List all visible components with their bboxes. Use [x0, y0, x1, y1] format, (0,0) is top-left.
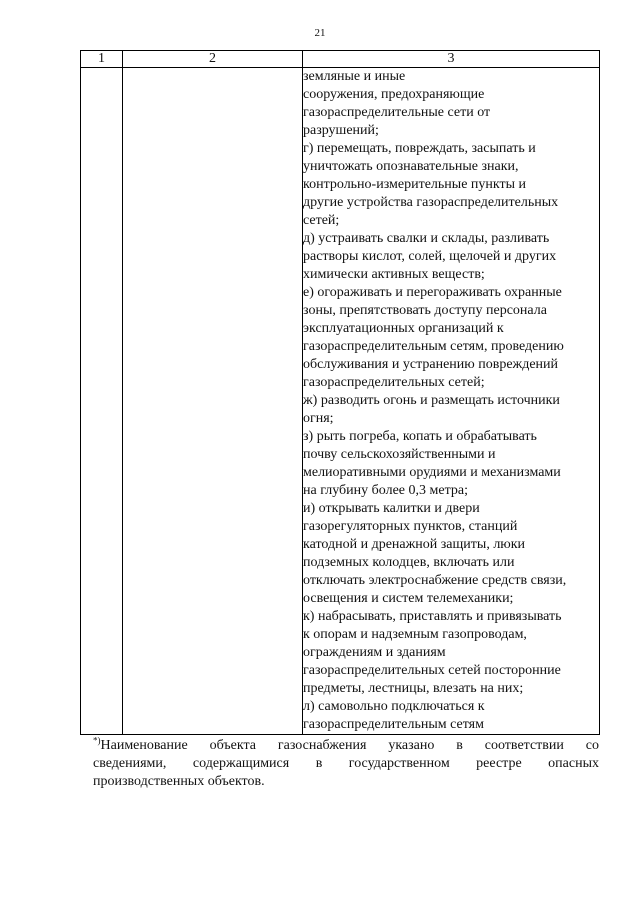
text-line: л) самовольно подключаться к — [303, 699, 485, 714]
text-line: газорегуляторных пунктов, станций — [303, 519, 518, 534]
text-line: зоны, препятствовать доступу персонала — [303, 303, 547, 318]
text-line: отключать электроснабжение средств связи, — [303, 573, 567, 588]
text-line: ограждениям и зданиям — [303, 645, 446, 660]
page-number: 21 — [314, 27, 326, 39]
column-header-3: 3 — [303, 51, 600, 68]
text-line: контрольно-измерительные пункты и — [303, 177, 527, 192]
text-line: газораспределительных сетей; — [303, 375, 485, 390]
footnote-marker: *) — [93, 735, 101, 746]
text-line: химически активных веществ; — [303, 267, 485, 282]
footnote-text: Наименование объекта газоснабжения указано в соответствии со — [100, 738, 599, 753]
text-line: ж) разводить огонь и размещать источники — [303, 393, 560, 408]
text-line: газораспределительные сети от — [303, 105, 491, 120]
text-line: з) рыть погреба, копать и обрабатывать — [303, 429, 537, 444]
column-header-1: 1 — [81, 51, 123, 68]
text-line: катодной и дренажной защиты, люки — [303, 537, 526, 552]
text-line: газораспределительным сетям, проведению — [303, 339, 564, 354]
text-line: к опорам и надземным газопроводам, — [303, 627, 527, 642]
table-row — [81, 68, 600, 735]
text-line: газораспределительных сетей посторонние — [303, 663, 561, 678]
text-line: другие устройства газораспределительных — [303, 195, 559, 210]
text-line: уничтожать опознавательные знаки, — [303, 159, 519, 174]
footnote — [93, 737, 599, 791]
text-line: эксплуатационных организаций к — [303, 321, 504, 336]
table-cell-3 — [303, 68, 600, 735]
footnote-line: сведениями, содержащимися в государственном реестре опасных — [93, 756, 599, 771]
text-line: сооружения, предохраняющие — [303, 87, 485, 102]
text-line: и) открывать калитки и двери — [303, 501, 480, 516]
text-line: сетей; — [303, 213, 340, 228]
text-line: предметы, лестницы, влезать на них; — [303, 681, 524, 696]
regulations-table — [80, 50, 600, 735]
column-header-2: 2 — [123, 51, 303, 68]
table-cell-2 — [123, 68, 303, 735]
text-line: газораспределительным сетям — [303, 717, 484, 732]
text-line: растворы кислот, солей, щелочей и других — [303, 249, 557, 264]
text-line: подземных колодцев, включать или — [303, 555, 515, 570]
text-line: на глубину более 0,3 метра; — [303, 483, 468, 498]
table-cell-1 — [81, 68, 123, 735]
footnote-line: производственных объектов. — [93, 774, 265, 789]
table-header-row — [81, 51, 600, 68]
text-line: освещения и систем телемеханики; — [303, 591, 514, 606]
text-line: обслуживания и устранению повреждений — [303, 357, 559, 372]
footnote-line — [93, 737, 599, 755]
text-line: почву сельскохозяйственными и — [303, 447, 496, 462]
text-line: разрушений; — [303, 123, 379, 138]
text-line: д) устраивать свалки и склады, разливать — [303, 231, 550, 246]
text-line: к) набрасывать, приставлять и привязывать — [303, 609, 562, 624]
text-line: земляные и иные — [303, 69, 406, 84]
text-line: мелиоративными орудиями и механизмами — [303, 465, 561, 480]
text-line: г) перемещать, повреждать, засыпать и — [303, 141, 536, 156]
text-line: огня; — [303, 411, 334, 426]
text-line: е) огораживать и перегораживать охранные — [303, 285, 562, 300]
